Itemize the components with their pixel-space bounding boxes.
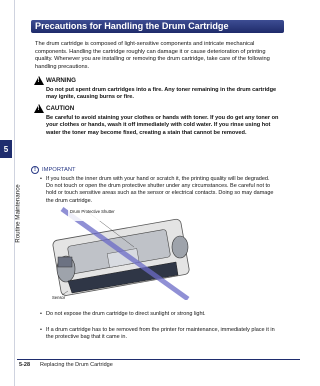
list-item-text: Do not expose the drum cartridge to direct sunlight or strong light. (46, 311, 206, 317)
page-footer (19, 362, 113, 368)
section-title: Precautions for Handling the Drum Cartridge (31, 20, 284, 33)
figure-label-sensor: Sensor (52, 295, 66, 300)
caution-text: Be careful to avoid staining your clothes or hands with toner. If you do get any toner on your clothes or hands, wash it off immediately with cold water. If you rinse using hot water the toner may become fixed, creating a stain that cannot be removed. (46, 115, 279, 136)
important-label: IMPORTANT (42, 167, 76, 173)
chapter-label: Routine Maintenance (14, 184, 22, 243)
chapter-tab: 5 (0, 140, 12, 158)
list-item (40, 311, 278, 318)
bullet-dot: • (40, 327, 42, 333)
footer-title: Replacing the Drum Cartridge (40, 362, 113, 368)
figure-label-shutter: Drum Protective Shutter (70, 209, 115, 214)
list-item-text: If you touch the inner drum with your hand or scratch it, the printing quality will be degraded. Do not touch or open the drum protective shutter under any circumstances. Be careful not to hold or touch sensitive areas such as the sensor or electrical contacts. Doing so may damage the drum cartridge. (46, 176, 274, 204)
list-item (40, 327, 278, 341)
footer-rule (17, 359, 300, 360)
bullet-dot: • (40, 176, 42, 182)
caution-icon: ! (34, 104, 44, 113)
warning-label: WARNING (46, 77, 76, 84)
important-heading (31, 166, 76, 174)
page-number: 5-28 (19, 362, 31, 368)
caution-heading (34, 104, 74, 113)
drum-cartridge-illustration (48, 207, 198, 300)
warning-heading (34, 76, 76, 85)
caution-label: CAUTION (46, 105, 75, 112)
intro-paragraph: The drum cartridge is composed of light-sensitive components and intricate mechanical components. Handling the cartridge roughly can damage it or cause deterioration of printing quality. Whenever you are installing or removing the drum cartridge, take care of the following handling precautions. (35, 41, 270, 70)
list-item-text: If a drum cartridge has to be removed from the printer for maintenance, immediately place it in the protective bag that it came in. (46, 327, 275, 341)
bullet-dot: • (40, 311, 42, 317)
warning-text: Do not put spent drum cartridges into a fire. Any toner remaining in the drum cartridge may ignite, causing burns or fire. (46, 87, 277, 101)
warning-icon: ! (34, 76, 44, 85)
list-item (40, 176, 278, 205)
important-icon: ! (31, 166, 39, 174)
